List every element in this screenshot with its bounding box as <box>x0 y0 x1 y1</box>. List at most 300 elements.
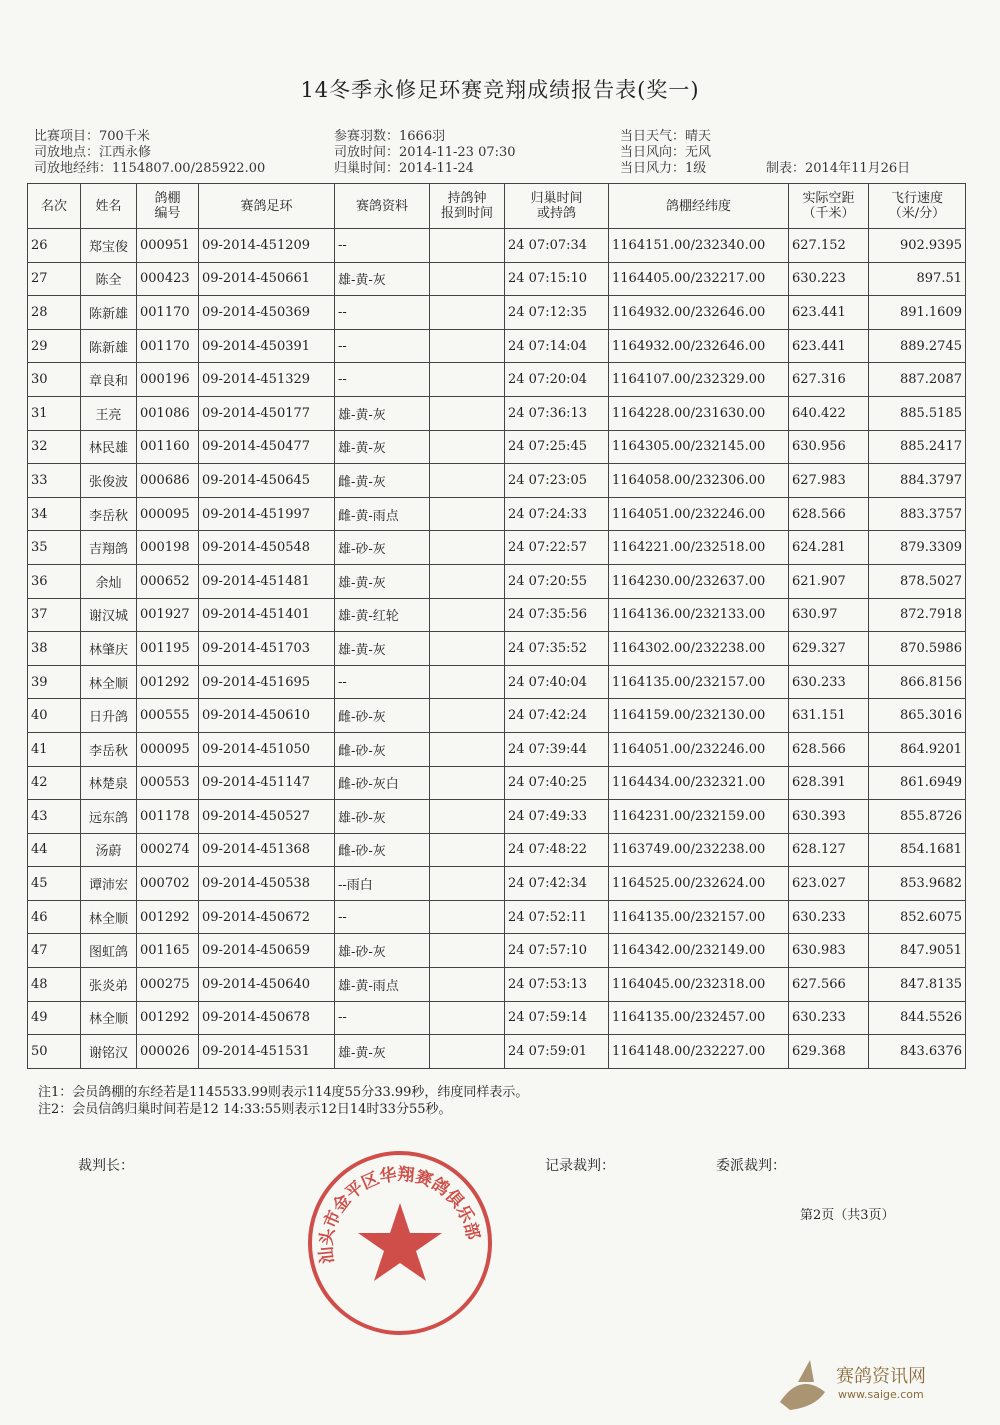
table-cell: 853.9682 <box>869 867 966 901</box>
table-cell <box>430 833 505 867</box>
table-cell: 1164159.00/232130.00 <box>609 699 789 733</box>
table-cell: 谭沛宏 <box>81 867 137 901</box>
table-cell: 866.8156 <box>869 665 966 699</box>
table-cell: 627.566 <box>789 968 869 1002</box>
table-cell: 雄-黄-灰 <box>335 430 430 464</box>
table-cell: 31 <box>28 396 81 430</box>
column-header: 归巢时间 或持鸽 <box>505 184 609 229</box>
table-cell <box>430 699 505 733</box>
table-cell: 24 07:59:01 <box>505 1035 609 1069</box>
table-cell: 09-2014-450672 <box>199 900 335 934</box>
table-cell: 30 <box>28 363 81 397</box>
page-number: 第2页（共3页） <box>800 1208 895 1223</box>
table-cell: 887.2087 <box>869 363 966 397</box>
table-row <box>28 833 966 867</box>
table-cell: 雄-砂-灰 <box>335 800 430 834</box>
table-cell: 09-2014-451329 <box>199 363 335 397</box>
table-cell: 雌-黄-灰 <box>335 464 430 498</box>
table-cell: 09-2014-450610 <box>199 699 335 733</box>
table-cell: 1164045.00/232318.00 <box>609 968 789 1002</box>
table-cell: 883.3757 <box>869 497 966 531</box>
svg-text:汕头市金平区华翔赛鸽俱乐部: 汕头市金平区华翔赛鸽俱乐部 <box>316 1164 483 1265</box>
table-cell: 001292 <box>137 1001 199 1035</box>
table-row <box>28 497 966 531</box>
table-cell: 09-2014-451401 <box>199 598 335 632</box>
table-cell: -- <box>335 329 430 363</box>
table-cell: 张炎弟 <box>81 968 137 1002</box>
table-row <box>28 262 966 296</box>
table-cell: 林民雄 <box>81 430 137 464</box>
table-cell <box>430 497 505 531</box>
table-cell: 1164135.00/232457.00 <box>609 1001 789 1035</box>
table-cell: 000555 <box>137 699 199 733</box>
table-cell: 1164051.00/232246.00 <box>609 497 789 531</box>
table-cell <box>430 800 505 834</box>
note-1: 注1：会员鸽棚的东经若是1145533.99则表示114度55分33.99秒，纬度同样表示。 <box>38 1085 529 1100</box>
table-cell: 001170 <box>137 329 199 363</box>
column-header: 实际空距 （千米） <box>789 184 869 229</box>
column-header: 姓名 <box>81 184 137 229</box>
table-cell: 林楚泉 <box>81 766 137 800</box>
table-cell: 09-2014-451481 <box>199 564 335 598</box>
table-cell: 09-2014-451050 <box>199 732 335 766</box>
table-cell: 09-2014-451703 <box>199 632 335 666</box>
table-cell: 44 <box>28 833 81 867</box>
table-cell: 24 07:35:56 <box>505 598 609 632</box>
club-seal <box>305 1148 495 1338</box>
table-cell: 24 07:39:44 <box>505 732 609 766</box>
table-cell: 09-2014-450659 <box>199 934 335 968</box>
table-cell: 630.233 <box>789 900 869 934</box>
table-cell: 38 <box>28 632 81 666</box>
watermark-url: www.saige.com <box>838 1388 924 1401</box>
table-cell: 630.223 <box>789 262 869 296</box>
table-cell: 09-2014-450369 <box>199 296 335 330</box>
table-row <box>28 800 966 834</box>
table-cell: 24 07:40:25 <box>505 766 609 800</box>
table-cell: 884.3797 <box>869 464 966 498</box>
table-row <box>28 363 966 397</box>
table-cell: -- <box>335 1001 430 1035</box>
table-cell: 40 <box>28 699 81 733</box>
table-cell: 630.233 <box>789 1001 869 1035</box>
table-cell: 24 07:20:55 <box>505 564 609 598</box>
table-cell: 46 <box>28 900 81 934</box>
table-cell: 902.9395 <box>869 229 966 263</box>
table-cell: 624.281 <box>789 531 869 565</box>
table-cell: 001160 <box>137 430 199 464</box>
table-cell <box>430 229 505 263</box>
table-cell: 50 <box>28 1035 81 1069</box>
table-cell: 09-2014-451531 <box>199 1035 335 1069</box>
table-cell: 000702 <box>137 867 199 901</box>
table-cell: 628.391 <box>789 766 869 800</box>
table-cell: 627.152 <box>789 229 869 263</box>
table-cell: 24 07:23:05 <box>505 464 609 498</box>
table-cell: 872.7918 <box>869 598 966 632</box>
table-row <box>28 632 966 666</box>
table-cell: 42 <box>28 766 81 800</box>
report-title: 14冬季永修足环赛竞翔成绩报告表(奖一) <box>300 78 700 102</box>
table-cell: 24 07:52:11 <box>505 900 609 934</box>
table-cell: 630.233 <box>789 665 869 699</box>
table-cell: 24 07:40:04 <box>505 665 609 699</box>
table-cell: 24 07:57:10 <box>505 934 609 968</box>
table-row <box>28 867 966 901</box>
table-cell <box>430 1035 505 1069</box>
table-cell: 24 07:42:24 <box>505 699 609 733</box>
table-cell: 09-2014-451695 <box>199 665 335 699</box>
table-cell: -- <box>335 296 430 330</box>
assigned-referee-label: 委派裁判： <box>716 1158 786 1174</box>
table-header <box>28 184 966 229</box>
table-cell: 09-2014-450640 <box>199 968 335 1002</box>
table-cell: 628.566 <box>789 497 869 531</box>
table-cell: 1164342.00/232149.00 <box>609 934 789 968</box>
table-cell: 林全顺 <box>81 1001 137 1035</box>
table-cell: 雄-黄-灰 <box>335 1035 430 1069</box>
table-row <box>28 699 966 733</box>
column-header: 赛鸽足环 <box>199 184 335 229</box>
table-row <box>28 229 966 263</box>
table-cell: 24 07:49:33 <box>505 800 609 834</box>
table-cell: 879.3309 <box>869 531 966 565</box>
table-cell: 34 <box>28 497 81 531</box>
table-cell <box>430 867 505 901</box>
table-cell: 1164405.00/232217.00 <box>609 262 789 296</box>
table-cell: 张俊波 <box>81 464 137 498</box>
table-cell: 09-2014-451368 <box>199 833 335 867</box>
table-cell: 885.2417 <box>869 430 966 464</box>
table-cell: -- <box>335 665 430 699</box>
table-cell: 000198 <box>137 531 199 565</box>
table-cell: 远东鸽 <box>81 800 137 834</box>
table-cell <box>430 598 505 632</box>
wind-direction: 当日风向：无风 <box>620 145 712 160</box>
table-cell: 001292 <box>137 665 199 699</box>
table-cell <box>430 296 505 330</box>
table-cell: 29 <box>28 329 81 363</box>
table-cell: 1164230.00/232637.00 <box>609 564 789 598</box>
table-body <box>28 229 966 1069</box>
table-cell: 000686 <box>137 464 199 498</box>
table-cell: 623.441 <box>789 296 869 330</box>
table-cell: 1164148.00/232227.00 <box>609 1035 789 1069</box>
table-cell: 陈新雄 <box>81 329 137 363</box>
table-cell <box>430 262 505 296</box>
recorder-label: 记录裁判： <box>545 1158 615 1174</box>
table-cell: -- <box>335 900 430 934</box>
table-row <box>28 296 966 330</box>
column-header: 飞行速度 （米/分） <box>869 184 966 229</box>
table-row <box>28 396 966 430</box>
table-cell: 雄-黄-灰 <box>335 396 430 430</box>
table-cell: 09-2014-450391 <box>199 329 335 363</box>
table-cell: 雄-砂-灰 <box>335 531 430 565</box>
table-cell: 24 07:24:33 <box>505 497 609 531</box>
table-cell: 09-2014-451147 <box>199 766 335 800</box>
table-row <box>28 766 966 800</box>
table-cell: 24 07:36:13 <box>505 396 609 430</box>
column-header: 鸽棚 编号 <box>137 184 199 229</box>
table-cell: 1164151.00/232340.00 <box>609 229 789 263</box>
table-cell: 09-2014-451997 <box>199 497 335 531</box>
table-cell <box>430 732 505 766</box>
table-cell: 854.1681 <box>869 833 966 867</box>
table-cell: 雄-黄-灰 <box>335 564 430 598</box>
table-cell <box>430 363 505 397</box>
table-cell: 629.368 <box>789 1035 869 1069</box>
table-cell: 878.5027 <box>869 564 966 598</box>
table-cell: 630.393 <box>789 800 869 834</box>
table-cell: 855.8726 <box>869 800 966 834</box>
table-cell: 09-2014-451209 <box>199 229 335 263</box>
table-cell: 1164228.00/231630.00 <box>609 396 789 430</box>
table-cell: 1164135.00/232157.00 <box>609 665 789 699</box>
table-cell: 李岳秋 <box>81 732 137 766</box>
table-cell: 09-2014-450548 <box>199 531 335 565</box>
table-cell <box>430 900 505 934</box>
table-row <box>28 564 966 598</box>
table-cell: 621.907 <box>789 564 869 598</box>
table-row <box>28 665 966 699</box>
table-cell: 001927 <box>137 598 199 632</box>
table-cell: -- <box>335 229 430 263</box>
table-cell: 001195 <box>137 632 199 666</box>
table-cell: 1164525.00/232624.00 <box>609 867 789 901</box>
table-cell: 24 07:12:35 <box>505 296 609 330</box>
table-cell: 891.1609 <box>869 296 966 330</box>
table-row <box>28 430 966 464</box>
column-header: 持鸽钟 报到时间 <box>430 184 505 229</box>
table-cell: 000951 <box>137 229 199 263</box>
table-cell: 汤蔚 <box>81 833 137 867</box>
race-item: 比赛项目：700千米 <box>34 129 150 144</box>
table-cell: 865.3016 <box>869 699 966 733</box>
table-cell: 24 07:20:04 <box>505 363 609 397</box>
table-cell <box>430 934 505 968</box>
table-cell <box>430 632 505 666</box>
weather: 当日天气：晴天 <box>620 129 712 144</box>
table-cell: 24 07:22:57 <box>505 531 609 565</box>
table-cell: 41 <box>28 732 81 766</box>
table-row <box>28 732 966 766</box>
watermark-name: 赛鸽资讯网 <box>836 1366 926 1387</box>
note-2: 注2：会员信鸽归巢时间若是12 14:33:55则表示12日14时33分55秒。 <box>38 1102 452 1117</box>
table-cell: 林全顺 <box>81 665 137 699</box>
table-cell: 32 <box>28 430 81 464</box>
table-cell: 章良和 <box>81 363 137 397</box>
return-time: 归巢时间：2014-11-24 <box>334 161 474 176</box>
table-cell: 09-2014-450477 <box>199 430 335 464</box>
table-cell: 37 <box>28 598 81 632</box>
table-cell: 001165 <box>137 934 199 968</box>
entries-count: 参赛羽数：1666羽 <box>334 129 446 144</box>
table-row <box>28 934 966 968</box>
table-cell: 王亮 <box>81 396 137 430</box>
table-cell: 24 07:48:22 <box>505 833 609 867</box>
table-row <box>28 464 966 498</box>
table-cell: 林全顺 <box>81 900 137 934</box>
table-cell: 余灿 <box>81 564 137 598</box>
table-cell: 24 07:59:14 <box>505 1001 609 1035</box>
table-cell: 雄-黄-灰 <box>335 632 430 666</box>
table-cell: 630.956 <box>789 430 869 464</box>
table-cell: 雄-砂-灰 <box>335 934 430 968</box>
table-row <box>28 598 966 632</box>
table-cell: 1164221.00/232518.00 <box>609 531 789 565</box>
table-cell: 1164932.00/232646.00 <box>609 329 789 363</box>
table-cell: 谢汉城 <box>81 598 137 632</box>
table-cell: 001292 <box>137 900 199 934</box>
table-cell <box>430 665 505 699</box>
table-cell: 39 <box>28 665 81 699</box>
table-cell: 000196 <box>137 363 199 397</box>
column-header: 鸽棚经纬度 <box>609 184 789 229</box>
table-cell: 1164135.00/232157.00 <box>609 900 789 934</box>
table-cell: 24 07:15:10 <box>505 262 609 296</box>
table-cell: 630.97 <box>789 598 869 632</box>
table-cell: 09-2014-450538 <box>199 867 335 901</box>
table-cell: 852.6075 <box>869 900 966 934</box>
table-cell: 623.441 <box>789 329 869 363</box>
table-cell <box>430 464 505 498</box>
table-cell: 36 <box>28 564 81 598</box>
table-cell: 1164231.00/232159.00 <box>609 800 789 834</box>
table-cell: 847.8135 <box>869 968 966 1002</box>
table-row <box>28 900 966 934</box>
table-cell: 雄-黄-雨点 <box>335 968 430 1002</box>
table-cell: 雌-砂-灰 <box>335 732 430 766</box>
table-cell <box>430 430 505 464</box>
table-cell: 1164107.00/232329.00 <box>609 363 789 397</box>
table-cell: 24 07:14:04 <box>505 329 609 363</box>
table-cell <box>430 329 505 363</box>
table-cell: 623.027 <box>789 867 869 901</box>
table-cell: 陈新雄 <box>81 296 137 330</box>
table-cell: 000652 <box>137 564 199 598</box>
table-cell: 24 07:25:45 <box>505 430 609 464</box>
table-cell: 1164051.00/232246.00 <box>609 732 789 766</box>
wind-force: 当日风力：1级 <box>620 161 707 176</box>
table-cell: 897.51 <box>869 262 966 296</box>
table-cell: 000275 <box>137 968 199 1002</box>
table-cell: 861.6949 <box>869 766 966 800</box>
table-cell: 1164058.00/232306.00 <box>609 464 789 498</box>
table-cell: 24 07:07:34 <box>505 229 609 263</box>
notes <box>38 1084 528 1118</box>
release-place: 司放地点：江西永修 <box>34 145 152 160</box>
table-cell: 1164302.00/232238.00 <box>609 632 789 666</box>
table-cell: 1163749.00/232238.00 <box>609 833 789 867</box>
table-cell: 雌-黄-雨点 <box>335 497 430 531</box>
table-cell: 885.5185 <box>869 396 966 430</box>
table-cell: 000423 <box>137 262 199 296</box>
table-cell: 雄-黄-红轮 <box>335 598 430 632</box>
table-cell: 47 <box>28 934 81 968</box>
table-cell: 000274 <box>137 833 199 867</box>
table-cell: 28 <box>28 296 81 330</box>
table-cell: --雨白 <box>335 867 430 901</box>
table-cell: 49 <box>28 1001 81 1035</box>
table-cell: 001170 <box>137 296 199 330</box>
table-cell: 24 07:42:34 <box>505 867 609 901</box>
table-cell: 000095 <box>137 732 199 766</box>
table-cell <box>430 564 505 598</box>
release-time: 司放时间：2014-11-23 07:30 <box>334 145 516 160</box>
table-cell: 627.983 <box>789 464 869 498</box>
table-cell <box>430 766 505 800</box>
table-cell: 000026 <box>137 1035 199 1069</box>
column-header: 赛鸽资料 <box>335 184 430 229</box>
table-row <box>28 968 966 1002</box>
made-date: 制表：2014年11月26日 <box>766 161 911 176</box>
table-cell: 09-2014-450527 <box>199 800 335 834</box>
table-cell: 09-2014-450177 <box>199 396 335 430</box>
table-row <box>28 531 966 565</box>
table-cell: 24 07:35:52 <box>505 632 609 666</box>
table-cell: 1164305.00/232145.00 <box>609 430 789 464</box>
table-cell: 629.327 <box>789 632 869 666</box>
table-cell: 43 <box>28 800 81 834</box>
table-cell <box>430 968 505 1002</box>
table-cell <box>430 396 505 430</box>
table-cell: 001178 <box>137 800 199 834</box>
table-cell: 844.5526 <box>869 1001 966 1035</box>
table-cell <box>430 1001 505 1035</box>
table-cell: 1164932.00/232646.00 <box>609 296 789 330</box>
table-cell: 627.316 <box>789 363 869 397</box>
table-cell: 李岳秋 <box>81 497 137 531</box>
table-cell: 27 <box>28 262 81 296</box>
table-cell: 45 <box>28 867 81 901</box>
table-cell: 日升鸽 <box>81 699 137 733</box>
table-cell: 843.6376 <box>869 1035 966 1069</box>
table-row <box>28 329 966 363</box>
table-cell: 35 <box>28 531 81 565</box>
table-cell: 000095 <box>137 497 199 531</box>
table-cell: 郑宝俊 <box>81 229 137 263</box>
table-cell: 628.127 <box>789 833 869 867</box>
table-cell: 24 07:53:13 <box>505 968 609 1002</box>
table-cell: 09-2014-450678 <box>199 1001 335 1035</box>
table-cell: 48 <box>28 968 81 1002</box>
table-row <box>28 1001 966 1035</box>
table-cell: 847.9051 <box>869 934 966 968</box>
table-cell: 雌-砂-灰 <box>335 833 430 867</box>
table-cell: 图虹鸽 <box>81 934 137 968</box>
table-cell: 001086 <box>137 396 199 430</box>
table-cell: -- <box>335 363 430 397</box>
table-cell: 1164434.00/232321.00 <box>609 766 789 800</box>
table-cell: 864.9201 <box>869 732 966 766</box>
table-cell: 雌-砂-灰白 <box>335 766 430 800</box>
table-cell: 000553 <box>137 766 199 800</box>
table-cell: 631.151 <box>789 699 869 733</box>
table-cell: 640.422 <box>789 396 869 430</box>
table-cell: 吉翔鸽 <box>81 531 137 565</box>
table-row <box>28 1035 966 1069</box>
table-cell: 1164136.00/232133.00 <box>609 598 789 632</box>
results-table <box>27 183 966 1069</box>
table-cell: 889.2745 <box>869 329 966 363</box>
table-cell: 33 <box>28 464 81 498</box>
table-cell: 630.983 <box>789 934 869 968</box>
table-cell: 谢铭汉 <box>81 1035 137 1069</box>
table-cell: 雄-黄-灰 <box>335 262 430 296</box>
referee-chief-label: 裁判长： <box>78 1158 134 1174</box>
table-cell: 陈全 <box>81 262 137 296</box>
